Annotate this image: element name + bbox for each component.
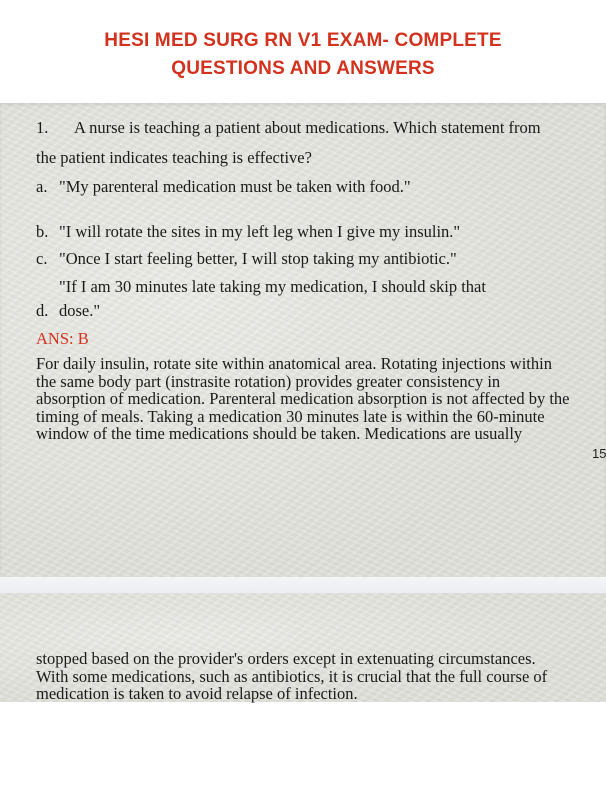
rationale-continued-line-2: With some medications, such as antibiotics, it is crucial that the full course of	[36, 666, 548, 686]
option-d-letter: d.	[36, 301, 49, 320]
option-d-text-line-2: dose."	[59, 301, 101, 320]
page-separator	[0, 577, 606, 593]
document-title	[0, 27, 606, 83]
rationale-line-2: the same body part (instrasite rotation) provides greater consistency in	[36, 371, 501, 391]
rationale-continued-line-3: medication is taken to avoid relapse of infection.	[36, 684, 358, 703]
document-title-line-1: HESI MED SURG RN V1 EXAM- COMPLETE	[104, 30, 502, 51]
question-text-line-2: the patient indicates teaching is effective?	[36, 148, 312, 167]
rationale-line-5: window of the time medications should be taken. Medications are usually	[36, 424, 523, 443]
answer-label: ANS: B	[36, 329, 89, 348]
rationale-line-3: absorption of medication. Parenteral medication absorption is not affected by the	[36, 389, 570, 408]
option-c-text: "Once I start feeling better, I will stop taking my antibiotic."	[59, 249, 457, 268]
option-a-text: "My parenteral medication must be taken with food."	[59, 177, 411, 196]
option-a-letter: a.	[36, 177, 48, 196]
option-d-text-line-1: "If I am 30 minutes late taking my medication, I should skip that	[59, 277, 486, 296]
document-title-line-2: QUESTIONS AND ANSWERS	[171, 58, 435, 79]
option-b-letter: b.	[36, 222, 49, 241]
rationale-line-4: timing of meals. Taking a medication 30 minutes late is within the 60-minute	[36, 406, 545, 426]
rationale-line-1: For daily insulin, rotate site within anatomical area. Rotating injections within	[36, 354, 552, 373]
option-b-text: "I will rotate the sites in my left leg when I give my insulin."	[59, 222, 461, 241]
scanned-page-1	[0, 103, 606, 577]
option-c-letter: c.	[36, 249, 48, 268]
rationale-continued-line-1: stopped based on the provider's orders except in extenuating circumstances.	[36, 649, 536, 668]
page-number: 15	[592, 446, 606, 461]
question-number: 1.	[36, 118, 49, 137]
question-text-line-1: A nurse is teaching a patient about medications. Which statement from	[74, 118, 541, 137]
